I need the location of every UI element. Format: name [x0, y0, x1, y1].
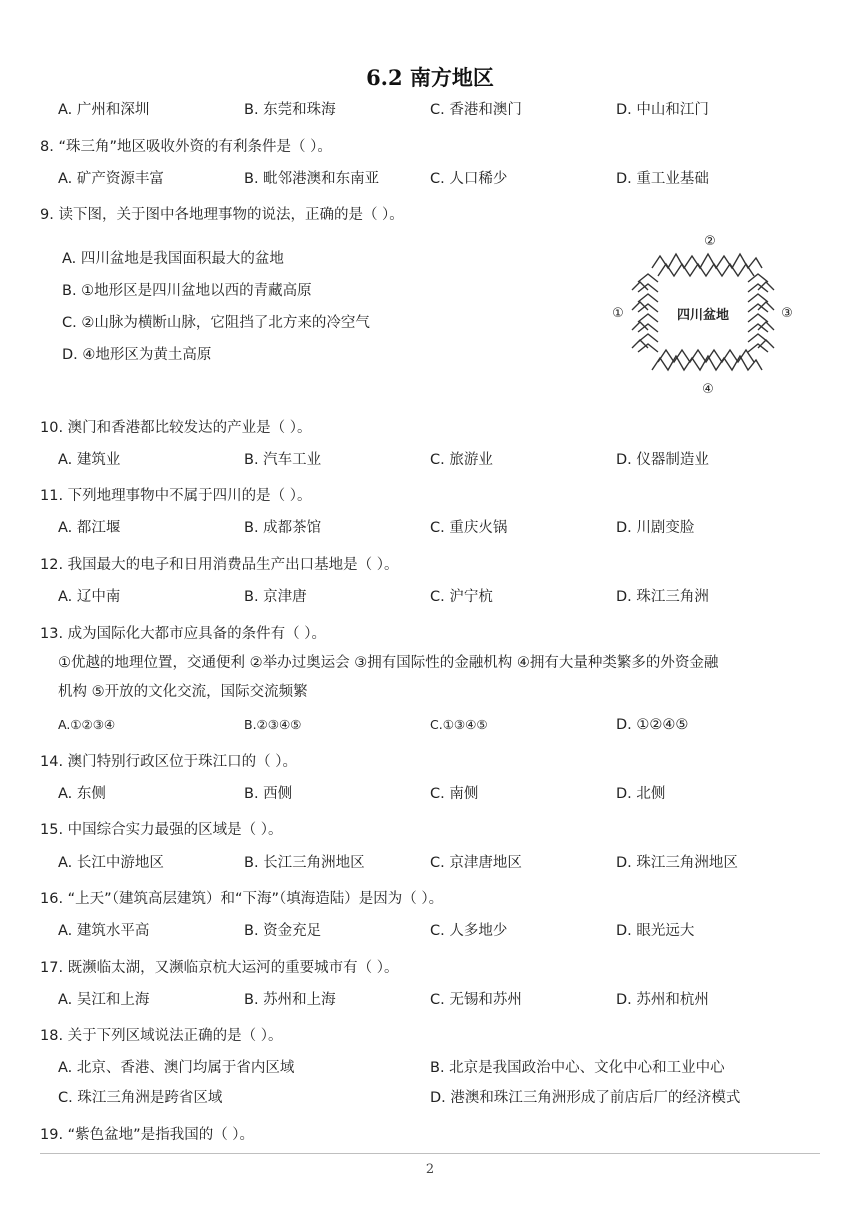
q18-option-a: A. 北京、香港、澳门均属于省内区域	[58, 1060, 295, 1076]
q11-option-c: C. 重庆火锅	[430, 520, 508, 536]
q13-option-b: B.②③④⑤	[244, 717, 302, 732]
q8-option-d: D. 重工业基础	[616, 171, 709, 187]
q18-option-c: C. 珠江三角洲是跨省区域	[58, 1090, 223, 1106]
q16-option-b: B. 资金充足	[244, 923, 322, 939]
q18-option-b: B. 北京是我国政治中心、文化中心和工业中心	[430, 1060, 725, 1076]
q13-option-c: C.①③④⑤	[430, 717, 488, 732]
q12-stem: 12. 我国最大的电子和日用消费品生产出口基地是（ ）。	[40, 557, 399, 573]
q17-option-d: D. 苏州和杭州	[616, 992, 709, 1008]
page-title: 6.2 南方地区	[366, 65, 494, 90]
marker-2: ②	[704, 234, 716, 249]
q16-option-c: C. 人多地少	[430, 923, 508, 939]
q14-option-d: D. 北侧	[616, 786, 666, 802]
page-number: 2	[425, 1162, 435, 1177]
footer-divider	[40, 1153, 820, 1154]
q15-option-d: D. 珠江三角洲地区	[616, 855, 738, 871]
q9-option-a: A. 四川盆地是我国面积最大的盆地	[62, 251, 284, 267]
q18-option-d: D. 港澳和珠江三角洲形成了前店后厂的经济模式	[430, 1090, 741, 1106]
q11-stem: 11. 下列地理事物中不属于四川的是（ ）。	[40, 488, 312, 504]
q17-option-c: C. 无锡和苏州	[430, 992, 522, 1008]
q13-conditions-line2: 机构 ⑤开放的文化交流，国际交流频繁	[58, 684, 308, 700]
q14-option-c: C. 南侧	[430, 786, 479, 802]
basin-label: 四川盆地	[676, 308, 730, 323]
q10-option-d: D. 仪器制造业	[616, 452, 709, 468]
q8-stem: 8. “珠三角”地区吸收外资的有利条件是（ ）。	[40, 139, 332, 155]
q7-option-d: D. 中山和江门	[616, 102, 709, 118]
marker-3: ③	[781, 306, 793, 321]
q9-option-c: C. ②山脉为横断山脉，它阻挡了北方来的冷空气	[62, 315, 370, 331]
q17-stem: 17. 既濒临太湖，又濒临京杭大运河的重要城市有（ ）。	[40, 960, 399, 976]
q12-option-a: A. 辽中南	[58, 589, 121, 605]
q16-option-d: D. 眼光远大	[616, 923, 695, 939]
q14-option-b: B. 西侧	[244, 786, 293, 802]
q8-option-c: C. 人口稀少	[430, 171, 508, 187]
q15-option-b: B. 长江三角洲地区	[244, 855, 365, 871]
q7-option-b: B. 东莞和珠海	[244, 102, 336, 118]
q12-option-d: D. 珠江三角洲	[616, 589, 709, 605]
q15-option-c: C. 京津唐地区	[430, 855, 522, 871]
q15-stem: 15. 中国综合实力最强的区域是（ ）。	[40, 822, 283, 838]
q7-option-a: A. 广州和深圳	[58, 102, 150, 118]
q10-stem: 10. 澳门和香港都比较发达的产业是（ ）。	[40, 420, 312, 436]
q14-option-a: A. 东侧	[58, 786, 106, 802]
q12-option-b: B. 京津唐	[244, 589, 307, 605]
q10-option-b: B. 汽车工业	[244, 452, 322, 468]
q17-option-b: B. 苏州和上海	[244, 992, 336, 1008]
q7-option-c: C. 香港和澳门	[430, 102, 522, 118]
q13-stem: 13. 成为国际化大都市应具备的条件有（ ）。	[40, 626, 327, 642]
q9-option-b: B. ①地形区是四川盆地以西的青藏高原	[62, 283, 312, 299]
q19-stem: 19. “紫色盆地”是指我国的（ ）。	[40, 1127, 255, 1143]
q11-option-a: A. 都江堰	[58, 520, 121, 536]
q11-option-b: B. 成都茶馆	[244, 520, 322, 536]
marker-1: ①	[612, 306, 624, 321]
q15-option-a: A. 长江中游地区	[58, 855, 164, 871]
q13-option-a: A.①②③④	[58, 717, 116, 732]
q17-option-a: A. 吴江和上海	[58, 992, 150, 1008]
q18-stem: 18. 关于下列区域说法正确的是（ ）。	[40, 1028, 283, 1044]
marker-4: ④	[702, 382, 714, 397]
q8-option-b: B. 毗邻港澳和东南亚	[244, 171, 380, 187]
q9-option-d: D. ④地形区为黄土高原	[62, 347, 212, 363]
q16-stem: 16. “上天”（建筑高层建筑）和“下海”（填海造陆）是因为（ ）。	[40, 891, 444, 907]
q11-option-d: D. 川剧变脸	[616, 520, 695, 536]
q10-option-c: C. 旅游业	[430, 452, 493, 468]
sichuan-basin-figure	[608, 230, 798, 400]
q12-option-c: C. 沪宁杭	[430, 589, 493, 605]
q13-option-d: D. ①②④⑤	[616, 717, 689, 733]
q9-stem: 9. 读下图，关于图中各地理事物的说法，正确的是（ ）。	[40, 207, 404, 223]
q10-option-a: A. 建筑业	[58, 452, 121, 468]
q13-conditions-line1: ①优越的地理位置，交通便利 ②举办过奥运会 ③拥有国际性的金融机构 ④拥有大量种类繁多的外资金融	[58, 655, 719, 671]
q8-option-a: A. 矿产资源丰富	[58, 171, 164, 187]
q14-stem: 14. 澳门特别行政区位于珠江口的（ ）。	[40, 754, 298, 770]
q16-option-a: A. 建筑水平高	[58, 923, 150, 939]
